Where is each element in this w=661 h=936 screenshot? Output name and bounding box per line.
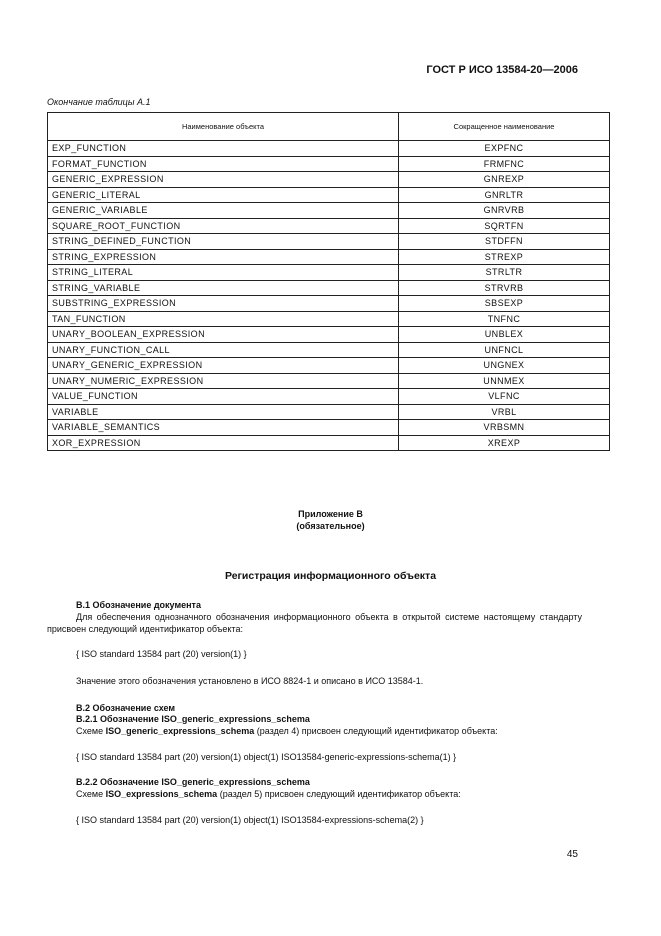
- short-name-cell: GNRLTR: [399, 187, 610, 203]
- object-name-cell: UNARY_GENERIC_EXPRESSION: [48, 358, 399, 374]
- section-b22-heading: В.2.2 Обозначение ISO_generic_expressions_schema: [76, 777, 310, 787]
- object-name-cell: GENERIC_LITERAL: [48, 187, 399, 203]
- schema-text-suffix: (раздел 5) присвоен следующий идентификатор объекта:: [219, 789, 461, 799]
- object-name-cell: GENERIC_VARIABLE: [48, 203, 399, 219]
- table-row: [48, 296, 610, 312]
- table-row: [48, 203, 610, 219]
- short-name-cell: UNGNEX: [399, 358, 610, 374]
- section-b21-heading: В.2.1 Обозначение ISO_generic_expressions_schema: [76, 714, 310, 724]
- object-name-cell: VALUE_FUNCTION: [48, 389, 399, 405]
- short-name-cell: UNFNCL: [399, 342, 610, 358]
- table-row: [48, 156, 610, 172]
- short-name-cell: GNRVRB: [399, 203, 610, 219]
- schema-text-prefix: Схеме: [76, 789, 104, 799]
- object-name-cell: STRING_EXPRESSION: [48, 249, 399, 265]
- schema-text-suffix: (раздел 4) присвоен следующий идентификатор объекта:: [256, 726, 498, 736]
- section-b22-text: [76, 788, 461, 800]
- short-name-cell: UNBLEX: [399, 327, 610, 343]
- object-name-cell: GENERIC_EXPRESSION: [48, 172, 399, 188]
- object-name-cell: UNARY_NUMERIC_EXPRESSION: [48, 373, 399, 389]
- column-header-short-name: Сокращенное наименование: [399, 113, 610, 141]
- object-name-cell: XOR_EXPRESSION: [48, 435, 399, 451]
- table-header-row: [48, 113, 610, 141]
- short-name-cell: STREXP: [399, 249, 610, 265]
- object-name-cell: UNARY_BOOLEAN_EXPRESSION: [48, 327, 399, 343]
- object-identifier-b22: { ISO standard 13584 part (20) version(1) object(1) ISO13584-expressions-schema(2) }: [76, 815, 424, 825]
- short-name-cell: VRBL: [399, 404, 610, 420]
- object-name-cell: EXP_FUNCTION: [48, 141, 399, 157]
- document-header: ГОСТ Р ИСО 13584-20—2006: [426, 64, 578, 76]
- object-name-cell: SQUARE_ROOT_FUNCTION: [48, 218, 399, 234]
- section-b1-heading: В.1 Обозначение документа: [76, 600, 201, 610]
- schema-name: ISO_expressions_schema: [105, 789, 218, 799]
- short-name-cell: VLFNC: [399, 389, 610, 405]
- object-name-cell: FORMAT_FUNCTION: [48, 156, 399, 172]
- table-row: [48, 342, 610, 358]
- table-row: [48, 187, 610, 203]
- appendix-label: Приложение В: [298, 509, 363, 519]
- table-row: [48, 311, 610, 327]
- object-name-cell: UNARY_FUNCTION_CALL: [48, 342, 399, 358]
- table-body: [48, 141, 610, 451]
- object-name-cell: SUBSTRING_EXPRESSION: [48, 296, 399, 312]
- short-name-cell: SBSEXP: [399, 296, 610, 312]
- short-name-cell: EXPFNC: [399, 141, 610, 157]
- short-name-cell: SQRTFN: [399, 218, 610, 234]
- appendix-status: (обязательное): [296, 521, 365, 531]
- table-row: [48, 420, 610, 436]
- short-name-cell: UNNMEX: [399, 373, 610, 389]
- page-number: 45: [566, 849, 578, 860]
- short-name-cell: STRVRB: [399, 280, 610, 296]
- object-name-cell: STRING_LITERAL: [48, 265, 399, 281]
- section-b21-text: [76, 725, 498, 737]
- object-name-cell: STRING_VARIABLE: [48, 280, 399, 296]
- table-row: [48, 404, 610, 420]
- short-name-cell: STRLTR: [399, 265, 610, 281]
- column-header-name: Наименование объекта: [48, 113, 399, 141]
- table-row: [48, 218, 610, 234]
- short-name-cell: GNREXP: [399, 172, 610, 188]
- table-row: [48, 265, 610, 281]
- short-name-cell: TNFNC: [399, 311, 610, 327]
- schema-name: ISO_generic_expressions_schema: [105, 726, 255, 736]
- object-name-cell: VARIABLE_SEMANTICS: [48, 420, 399, 436]
- section-b2-heading: В.2 Обозначение схем: [76, 703, 176, 713]
- table-row: [48, 249, 610, 265]
- appendix-title: Регистрация информационного объекта: [224, 570, 437, 582]
- table-row: [48, 435, 610, 451]
- object-name-cell: STRING_DEFINED_FUNCTION: [48, 234, 399, 250]
- table-row: [48, 389, 610, 405]
- object-name-cell: VARIABLE: [48, 404, 399, 420]
- short-name-cell: FRMFNC: [399, 156, 610, 172]
- short-name-cell: XREXP: [399, 435, 610, 451]
- appendix-heading: [0, 508, 661, 532]
- table-row: [48, 172, 610, 188]
- short-name-cell: VRBSMN: [399, 420, 610, 436]
- table-row: [48, 373, 610, 389]
- table-caption: Окончание таблицы А.1: [47, 97, 151, 107]
- object-name-cell: TAN_FUNCTION: [48, 311, 399, 327]
- object-identifier-b1: { ISO standard 13584 part (20) version(1) }: [76, 649, 247, 659]
- table-row: [48, 358, 610, 374]
- object-identifier-b21: { ISO standard 13584 part (20) version(1) object(1) ISO13584-generic-expressions-schema(1) }: [76, 752, 457, 762]
- abbreviations-table: [47, 112, 610, 451]
- table-row: [48, 234, 610, 250]
- table-row: [48, 327, 610, 343]
- table-row: [48, 141, 610, 157]
- schema-text-prefix: Схеме: [76, 726, 104, 736]
- section-b1-note: Значение этого обозначения установлено в ИСО 8824-1 и описано в ИСО 13584-1.: [76, 676, 424, 686]
- section-b1-text: Для обеспечения однозначного обозначения информационного объекта в открытой системе настоящему стандарту присвоен следующий идентификатор объекта:: [47, 612, 582, 634]
- table-row: [48, 280, 610, 296]
- short-name-cell: STDFFN: [399, 234, 610, 250]
